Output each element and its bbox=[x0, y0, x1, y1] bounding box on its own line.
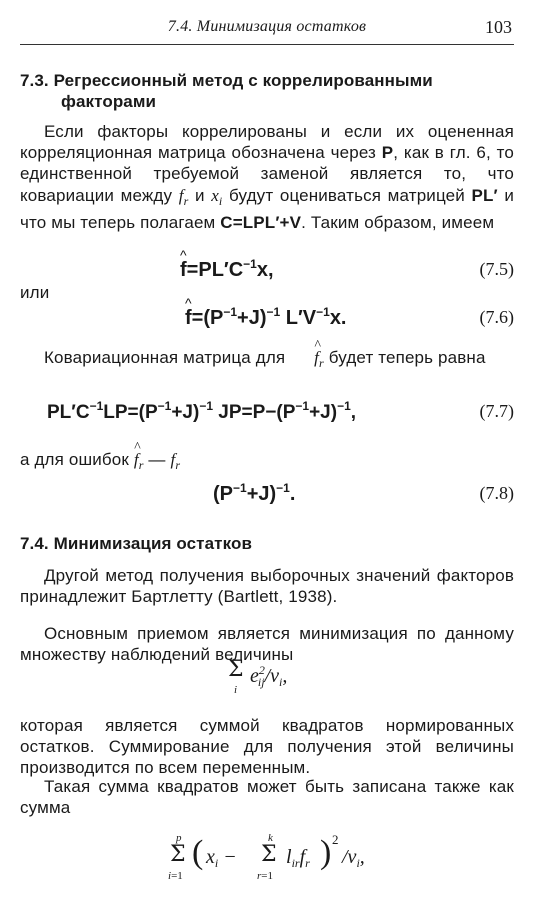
paragraph-minimization: Основным приемом является минимизация по данному множеству наблюдений величины bbox=[20, 624, 514, 665]
section-heading-line1: 7.3. Регрессионный метод с коррелированными bbox=[20, 71, 433, 90]
equation-number: (7.5) bbox=[479, 259, 514, 279]
text-run: Если факторы коррелированы и если их оцененная корреляционная матрица обозначена через bbox=[20, 122, 514, 163]
equation-7-6-body: ^ $f=(P^{-1}+J)^{-1}$ $L'V^{-1}x$. bbox=[185, 305, 347, 330]
text-run: а для ошибок bbox=[20, 450, 134, 469]
symbol-f-hat: ^ f bbox=[134, 449, 139, 470]
subscript-r: r bbox=[183, 193, 189, 208]
paragraph-errors bbox=[20, 449, 514, 476]
text-run: и bbox=[188, 185, 212, 205]
subscript-r: r bbox=[175, 458, 181, 472]
section-heading-7-4: 7.4. Минимизация остатков bbox=[20, 534, 252, 553]
equation-7-6 bbox=[20, 305, 514, 339]
word-or: или bbox=[20, 283, 50, 302]
paragraph-also-as-sum: Такая сумма квадратов может быть записана также как сумма bbox=[20, 777, 514, 818]
symbol-f: f bbox=[178, 185, 184, 205]
equation-7-8 bbox=[20, 481, 514, 515]
equation-7-5-body: ^ $f=PL'C^{-1}x$, bbox=[180, 257, 274, 282]
equation-7-7 bbox=[20, 399, 514, 433]
text-run: Ковариационная матрица для bbox=[44, 348, 291, 367]
formula-sum-residuals: Σ i $e^2_{ij}/v_i$, bbox=[228, 657, 288, 696]
equation-number: (7.6) bbox=[479, 307, 514, 327]
symbol-PL: PL′ bbox=[471, 185, 498, 205]
formula-double-sum: p Σ i=1 ( $x_i$ − k Σ r=1 $l_{ir}f_r$ ) 2 $/v_i$, bbox=[168, 832, 365, 882]
symbol-x: x bbox=[211, 185, 219, 205]
text-run: — bbox=[143, 450, 171, 469]
subscript-r: r bbox=[138, 458, 144, 472]
text-run: будет теперь равна bbox=[323, 348, 486, 367]
equation-7-7-body: $PL'C^{-1}LP=(P^{-1}+J)^{-1}$ $JP=P-(P^{-1}+J)^{-1}$, bbox=[47, 399, 357, 423]
paragraph-correlated-factors bbox=[20, 121, 514, 233]
text-run: и что мы теперь полагаем bbox=[20, 185, 514, 232]
symbol-C-definition: C=LPL′+V bbox=[220, 212, 302, 232]
symbol-P: P bbox=[381, 143, 394, 163]
text-run: . Таким образом, имеем bbox=[301, 212, 495, 232]
subscript-i: i bbox=[218, 193, 223, 208]
equation-number: (7.8) bbox=[479, 483, 514, 503]
text-run: , как в гл. 6, то единственной требуемой заменой является то, что ковариации между bbox=[20, 143, 514, 205]
page-number: 103 bbox=[485, 17, 512, 37]
section-heading-7-3 bbox=[20, 70, 520, 112]
equation-7-8-body: $(P^{-1}+J)^{-1}$. bbox=[213, 481, 296, 505]
symbol-f: f bbox=[170, 450, 176, 469]
equation-number: (7.7) bbox=[479, 401, 514, 421]
running-header bbox=[20, 14, 514, 45]
symbol-f-hat: ^ f bbox=[290, 347, 319, 368]
paragraph-sum-of-squares: которая является суммой квадратов нормированных остатков. Суммирование для получения этой величины производится по всем переменным. bbox=[20, 716, 514, 778]
paragraph-covariance bbox=[20, 347, 514, 374]
subscript-r: r bbox=[319, 356, 324, 370]
text-run: будут оцениваться матрицей bbox=[222, 185, 472, 205]
running-title: 7.4. Минимизация остатков bbox=[167, 18, 367, 35]
section-heading-line2: факторами bbox=[61, 92, 157, 111]
paragraph-bartlett: Другой метод получения выборочных значений факторов принадлежит Бартлетту (Bartlett, 1938). bbox=[20, 566, 514, 607]
